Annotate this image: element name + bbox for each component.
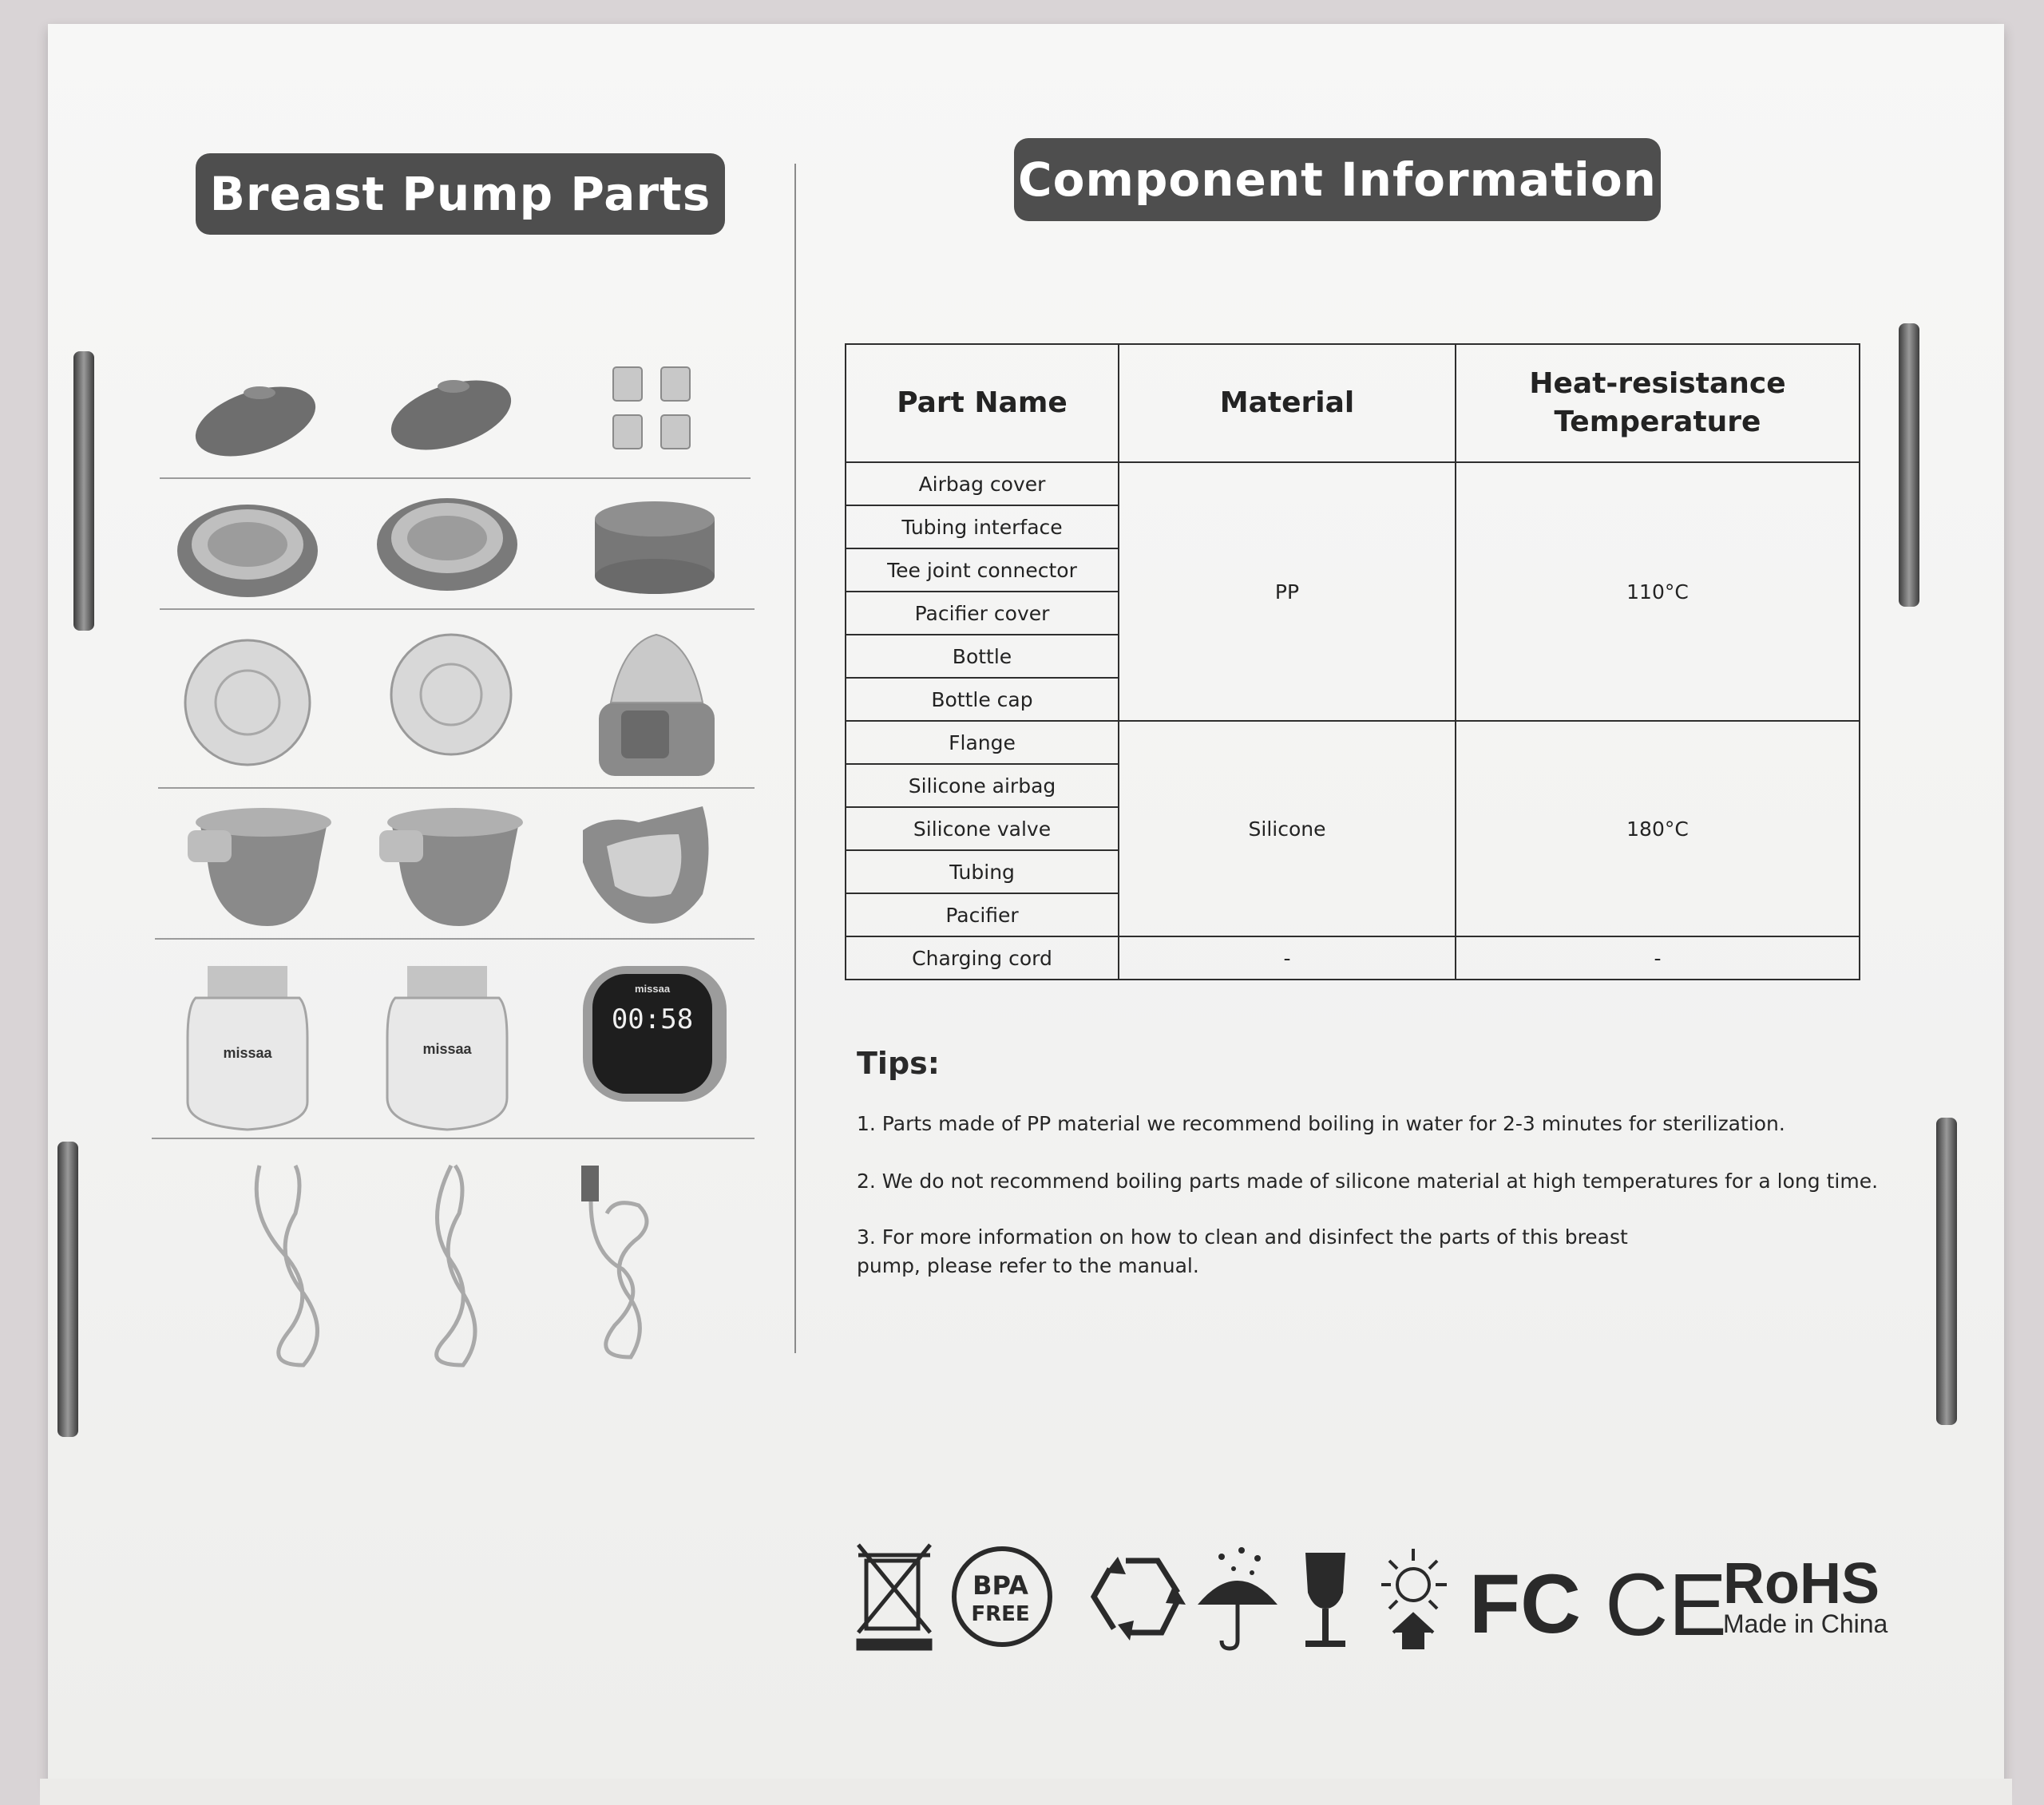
part-cell: Pacifier xyxy=(846,893,1119,936)
svg-text:missaa: missaa xyxy=(634,983,671,995)
svg-text:FC: FC xyxy=(1469,1558,1581,1651)
keep-away-from-sun-icon xyxy=(1381,1549,1447,1648)
left-tab-lower xyxy=(57,1142,78,1437)
svg-text:CE: CE xyxy=(1605,1556,1727,1653)
silicone-valve-illustration xyxy=(377,498,517,591)
right-tab-lower xyxy=(1936,1118,1957,1425)
fc-mark-icon xyxy=(1469,1558,1581,1651)
part-cell: Pacifier cover xyxy=(846,592,1119,635)
ce-mark-icon xyxy=(1605,1556,1727,1653)
tips-title: Tips: xyxy=(857,1046,940,1081)
temperature-cell: 110°C xyxy=(1456,462,1860,721)
svg-text:Made in China: Made in China xyxy=(1723,1609,1888,1638)
parts-illustration xyxy=(128,335,759,1389)
charging-cord-illustration xyxy=(581,1166,647,1357)
temperature-cell: - xyxy=(1456,936,1860,980)
header-temperature: Heat-resistance Temperature xyxy=(1456,344,1860,462)
tip-item: 3. For more information on how to clean and disinfect the parts of this breast pump, please refer to the manual. xyxy=(857,1225,1628,1277)
svg-text:FREE: FREE xyxy=(971,1602,1030,1626)
pump-holder-illustration xyxy=(583,806,709,924)
part-cell: Flange xyxy=(846,721,1119,764)
part-cell: Silicone airbag xyxy=(846,764,1119,807)
svg-text:00:58: 00:58 xyxy=(611,1003,694,1035)
tip-item: 1. Parts made of PP material we recommend boiling in water for 2-3 minutes for sterilization. xyxy=(857,1112,1785,1135)
header-material: Material xyxy=(1119,344,1456,462)
fragile-glass-icon xyxy=(1305,1553,1345,1647)
svg-text:missaa: missaa xyxy=(422,1041,472,1057)
material-cell: PP xyxy=(1119,462,1456,721)
right-tab-upper xyxy=(1899,323,1919,607)
bottle-illustration xyxy=(188,966,307,1130)
svg-text:missaa: missaa xyxy=(223,1045,272,1061)
material-cell: - xyxy=(1119,936,1456,980)
airbag-cover-illustration xyxy=(187,374,324,469)
component-table xyxy=(845,343,1860,980)
weee-bin-icon xyxy=(858,1545,930,1649)
part-cell: Tubing interface xyxy=(846,505,1119,548)
tubing-illustration xyxy=(437,1166,475,1365)
bpa-free-icon xyxy=(954,1549,1050,1645)
tubing-illustration xyxy=(256,1166,317,1365)
svg-text:RoHS: RoHS xyxy=(1723,1552,1880,1616)
certification-icons xyxy=(854,1541,1900,1653)
bottle-cap-illustration xyxy=(595,501,715,594)
pump-body-illustration xyxy=(188,808,331,926)
part-cell: Tubing xyxy=(846,850,1119,893)
pump-motor-illustration xyxy=(583,966,727,1102)
keep-dry-icon xyxy=(1198,1547,1278,1649)
temperature-cell: 180°C xyxy=(1456,721,1860,936)
airbag-cover-illustration xyxy=(382,367,520,463)
flange-illustration xyxy=(391,635,511,754)
part-cell: Charging cord xyxy=(846,936,1119,980)
left-tab-upper xyxy=(73,351,94,631)
part-cell: Silicone valve xyxy=(846,807,1119,850)
recycle-icon xyxy=(1094,1557,1186,1641)
center-divider xyxy=(794,164,796,1353)
part-cell: Tee joint connector xyxy=(846,548,1119,592)
material-cell: Silicone xyxy=(1119,721,1456,936)
flange-illustration xyxy=(185,640,310,765)
box-bottom-edge xyxy=(40,1779,2012,1805)
bottle-illustration xyxy=(387,966,507,1130)
left-title: Breast Pump Parts xyxy=(196,153,725,235)
part-cell: Bottle cap xyxy=(846,678,1119,721)
tip-item: 2. We do not recommend boiling parts made of silicone material at high temperatures for a long time. xyxy=(857,1170,1879,1193)
pump-body-illustration xyxy=(379,808,523,926)
silicone-valve-illustration xyxy=(177,505,318,597)
pacifier-bottle-illustration xyxy=(599,635,715,776)
part-cell: Bottle xyxy=(846,635,1119,678)
rohs-mark-icon xyxy=(1723,1552,1888,1638)
svg-text:BPA: BPA xyxy=(972,1570,1028,1601)
part-cell: Airbag cover xyxy=(846,462,1119,505)
right-title: Component Information xyxy=(1014,138,1661,221)
header-part-name: Part Name xyxy=(846,344,1119,462)
tee-connector-illustration xyxy=(613,367,690,449)
